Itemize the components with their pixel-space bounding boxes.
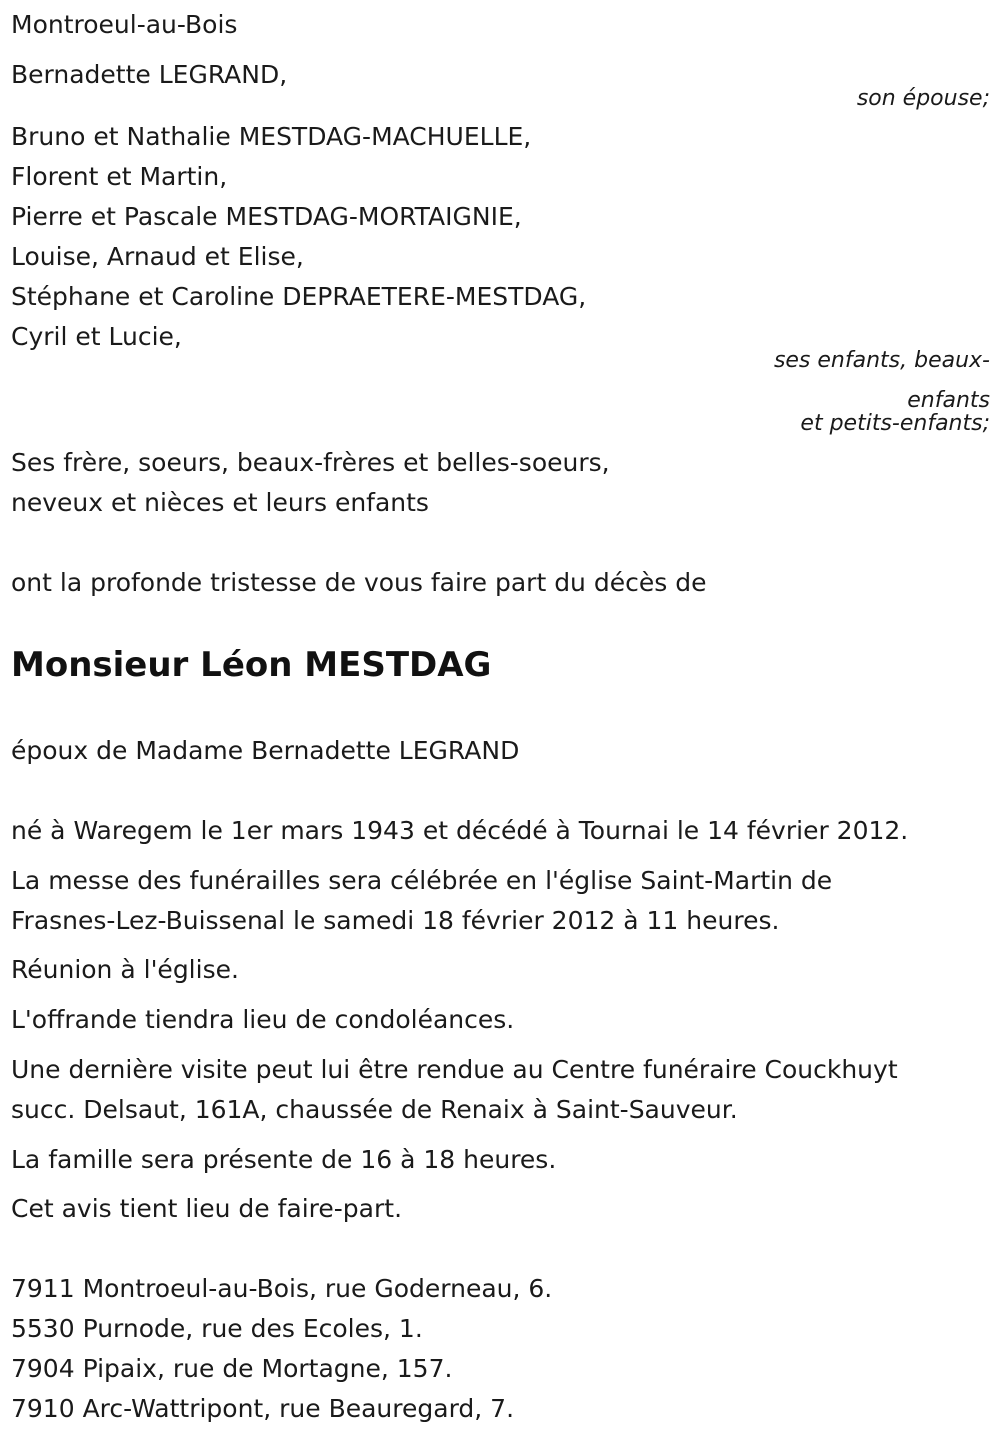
offering-line: L'offrande tiendra lieu de condoléances.	[11, 1005, 515, 1034]
address-line: 7910 Arc-Wattripont, rue Beauregard, 7.	[11, 1394, 515, 1423]
child-line: Florent et Martin,	[11, 162, 228, 191]
presence-line: La famille sera présente de 16 à 18 heures.	[11, 1145, 557, 1174]
children-role-line: enfants	[907, 388, 990, 413]
address-line: 7911 Montroeul-au-Bois, rue Goderneau, 6.	[11, 1274, 553, 1303]
spouse-name: Bernadette LEGRAND,	[11, 60, 288, 89]
place-line: Montroeul-au-Bois	[11, 10, 238, 39]
visit-line: Une dernière visite peut lui être rendue au Centre funéraire Couckhuyt	[11, 1055, 898, 1084]
children-role-line: et petits-enfants;	[800, 411, 990, 436]
funeral-line: Frasnes-Lez-Buissenal le samedi 18 février 2012 à 11 heures.	[11, 906, 780, 935]
birth-death-line: né à Waregem le 1er mars 1943 et décédé à Tournai le 14 février 2012.	[11, 816, 909, 845]
visit-line: succ. Delsaut, 161A, chaussée de Renaix à Saint-Sauveur.	[11, 1095, 738, 1124]
announcement-line: ont la profonde tristesse de vous faire part du décès de	[11, 568, 707, 597]
address-line: 5530 Purnode, rue des Ecoles, 1.	[11, 1314, 423, 1343]
funeral-line: La messe des funérailles sera célébrée en l'église Saint-Martin de	[11, 866, 833, 895]
notice-line: Cet avis tient lieu de faire-part.	[11, 1194, 403, 1223]
family-line: Ses frère, soeurs, beaux-frères et belles-soeurs,	[11, 448, 610, 477]
child-line: Cyril et Lucie,	[11, 322, 182, 351]
child-line: Louise, Arnaud et Elise,	[11, 242, 304, 271]
child-line: Bruno et Nathalie MESTDAG-MACHUELLE,	[11, 122, 532, 151]
spouse-of-line: époux de Madame Bernadette LEGRAND	[11, 736, 520, 765]
address-line: 7904 Pipaix, rue de Mortagne, 157.	[11, 1354, 453, 1383]
meeting-line: Réunion à l'église.	[11, 955, 239, 984]
spouse-role: son épouse;	[856, 86, 990, 111]
child-line: Stéphane et Caroline DEPRAETERE-MESTDAG,	[11, 282, 587, 311]
child-line: Pierre et Pascale MESTDAG-MORTAIGNIE,	[11, 202, 522, 231]
children-role-line: ses enfants, beaux-	[773, 348, 990, 373]
family-line: neveux et nièces et leurs enfants	[11, 488, 429, 517]
deceased-name: Monsieur Léon MESTDAG	[11, 645, 492, 685]
